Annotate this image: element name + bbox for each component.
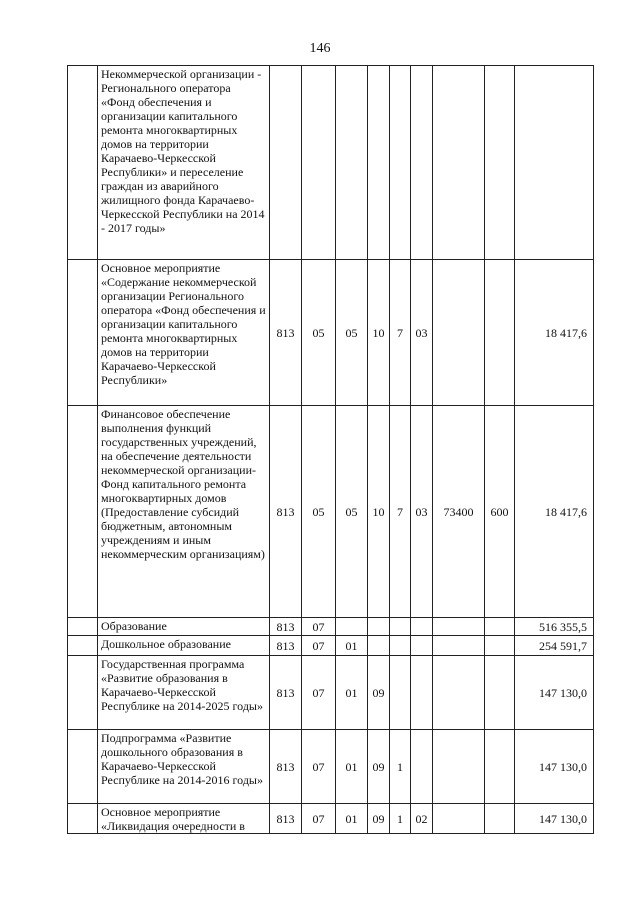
code-activity: 02	[411, 804, 433, 834]
amount: 147 130,0	[515, 656, 594, 730]
code-direction: 73400	[433, 406, 485, 618]
code-program: 10	[368, 406, 390, 618]
code-section: 07	[302, 730, 336, 804]
code-program: 09	[368, 730, 390, 804]
code-subprogram	[390, 636, 411, 656]
code-subsection: 01	[336, 804, 368, 834]
amount: 18 417,6	[515, 406, 594, 618]
code-direction	[433, 804, 485, 834]
code-activity	[411, 618, 433, 636]
table-row	[68, 618, 594, 636]
code-direction	[433, 618, 485, 636]
code-subprogram	[390, 656, 411, 730]
amount: 147 130,0	[515, 730, 594, 804]
code-subsection	[336, 618, 368, 636]
code-direction	[433, 260, 485, 406]
code-expense-type	[485, 66, 515, 260]
code-ministry: 813	[270, 618, 302, 636]
code-ministry: 813	[270, 406, 302, 618]
table-row	[68, 804, 594, 834]
index-cell	[68, 656, 98, 730]
table-row	[68, 260, 594, 406]
code-activity	[411, 66, 433, 260]
code-section: 05	[302, 260, 336, 406]
index-cell	[68, 260, 98, 406]
code-expense-type	[485, 730, 515, 804]
code-subprogram: 1	[390, 804, 411, 834]
code-activity: 03	[411, 260, 433, 406]
code-section: 05	[302, 406, 336, 618]
table-row	[68, 406, 594, 618]
index-cell	[68, 618, 98, 636]
code-expense-type	[485, 804, 515, 834]
code-subprogram	[390, 618, 411, 636]
code-subsection: 01	[336, 656, 368, 730]
code-direction	[433, 656, 485, 730]
code-ministry: 813	[270, 636, 302, 656]
amount	[515, 66, 594, 260]
item-name: Подпрограмма «Развитие дошкольного образования в Карачаево-Черкесской Республике на 2014-2016 годы»	[98, 730, 270, 804]
code-subsection: 05	[336, 260, 368, 406]
code-expense-type: 600	[485, 406, 515, 618]
index-cell	[68, 730, 98, 804]
table-row	[68, 636, 594, 656]
code-program	[368, 618, 390, 636]
table-row	[68, 730, 594, 804]
code-subprogram	[390, 66, 411, 260]
table-row	[68, 66, 594, 260]
index-cell	[68, 636, 98, 656]
code-subprogram: 7	[390, 260, 411, 406]
code-program: 09	[368, 656, 390, 730]
item-name: Основное мероприятие «Содержание некоммерческой организации Регионального оператора «Фонд обеспечения и организации капитального ремонта многоквартирных домов на территории Карачаево-Черкесской Республики»	[98, 260, 270, 406]
code-expense-type	[485, 618, 515, 636]
item-name: Образование	[98, 618, 270, 636]
code-section: 07	[302, 618, 336, 636]
code-expense-type	[485, 260, 515, 406]
code-expense-type	[485, 656, 515, 730]
amount: 147 130,0	[515, 804, 594, 834]
item-name: Финансовое обеспечение выполнения функций государственных учреждений, на обеспечение деятельности некоммерческой организации-Фонд капитального ремонта многоквартирных домов (Предоставление субсидий бюджетным, автономным учреждениям и иным некоммерческим организациям)	[98, 406, 270, 618]
amount: 254 591,7	[515, 636, 594, 656]
code-section	[302, 66, 336, 260]
item-name: Основное мероприятие «Ликвидация очередности в	[98, 804, 270, 834]
code-direction	[433, 636, 485, 656]
code-subprogram: 7	[390, 406, 411, 618]
item-name: Государственная программа «Развитие образования в Карачаево-Черкесской Республике на 2014-2025 годы»	[98, 656, 270, 730]
code-ministry	[270, 66, 302, 260]
code-section: 07	[302, 636, 336, 656]
code-subprogram: 1	[390, 730, 411, 804]
code-subsection: 01	[336, 730, 368, 804]
code-program: 09	[368, 804, 390, 834]
table-row	[68, 656, 594, 730]
code-section: 07	[302, 804, 336, 834]
code-ministry: 813	[270, 260, 302, 406]
index-cell	[68, 406, 98, 618]
amount: 18 417,6	[515, 260, 594, 406]
budget-table	[67, 65, 594, 834]
code-subsection: 05	[336, 406, 368, 618]
code-ministry: 813	[270, 804, 302, 834]
index-cell	[68, 804, 98, 834]
code-program	[368, 66, 390, 260]
code-subsection	[336, 66, 368, 260]
item-name: Дошкольное образование	[98, 636, 270, 656]
code-activity: 03	[411, 406, 433, 618]
code-direction	[433, 66, 485, 260]
code-direction	[433, 730, 485, 804]
code-activity	[411, 730, 433, 804]
code-ministry: 813	[270, 730, 302, 804]
amount: 516 355,5	[515, 618, 594, 636]
code-section: 07	[302, 656, 336, 730]
page-number: 146	[309, 41, 331, 56]
code-activity	[411, 636, 433, 656]
code-activity	[411, 656, 433, 730]
code-subsection: 01	[336, 636, 368, 656]
item-name: Некоммерческой организации - Регионального оператора «Фонд обеспечения и организации капитального ремонта многоквартирных домов на территории Карачаево-Черкесской Республики» и переселение граждан из аварийного жилищного фонда Карачаево-Черкесской Республики на 2014 - 2017 годы»	[98, 66, 270, 260]
code-program	[368, 636, 390, 656]
code-ministry: 813	[270, 656, 302, 730]
index-cell	[68, 66, 98, 260]
code-expense-type	[485, 636, 515, 656]
code-program: 10	[368, 260, 390, 406]
